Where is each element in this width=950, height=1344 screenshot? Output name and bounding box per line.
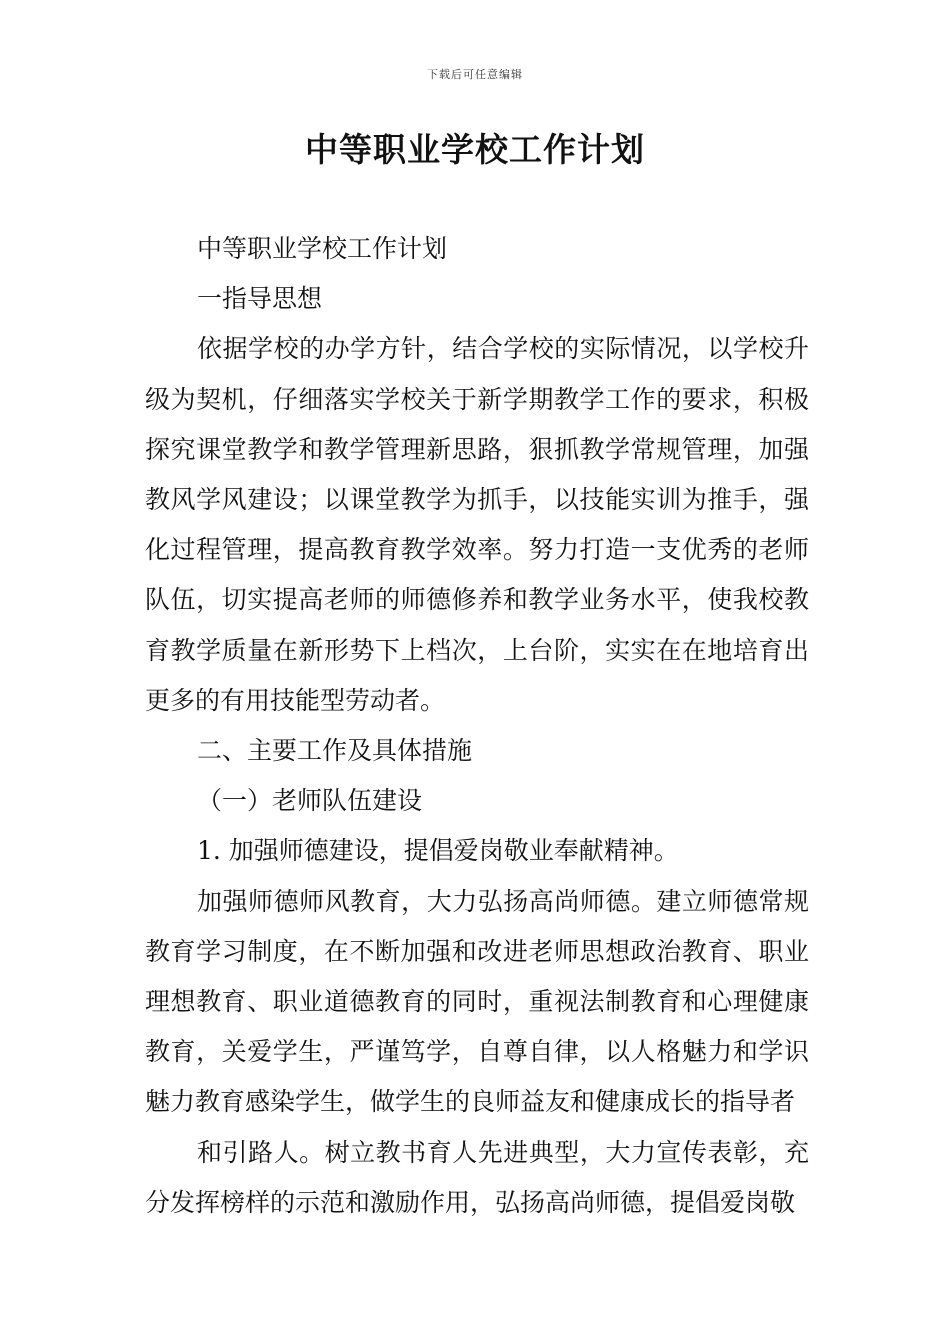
document-body <box>145 224 809 1228</box>
paragraph-subtitle: 中等职业学校工作计划 <box>197 234 448 263</box>
paragraph-role-models: 和引路人。树立教书育人先进典型，大力宣传表彰，充分发挥榜样的示范和激励作用，弘扬高尚师德，提倡爱岗敬 <box>145 1137 809 1217</box>
paragraph-guiding-ideology: 依据学校的办学方针，结合学校的实际情况，以学校升级为契机，仔细落实学校关于新学期教学工作的要求，积极探究课堂教学和教学管理新思路，狠抓教学常规管理，加强教风学风建设；以课堂教学为抓手，以技能实训为推手，强化过程管理，提高教育教学效率。努力打造一支优秀的老师队伍，切实提高老师的师德修养和教学业务水平，使我校教育教学质量在新形势下上档次，上台阶，实实在在地培育出更多的有用技能型劳动者。 <box>145 334 809 715</box>
paragraph-heading-teacher-team: （一）老师队伍建设 <box>197 786 423 816</box>
document-title: 中等职业学校工作计划 <box>305 130 645 169</box>
paragraph-ethics-education: 加强师德师风教育，大力弘扬高尚师德。建立师德常规教育学习制度，在不断加强和改进老师思想政治教育、职业理想教育、职业道德教育的同时，重视法制教育和心理健康教育，关爱学生，严谨笃学，自尊自律，以人格魅力和学识魅力教育感染学生，做学生的良师益友和健康成长的指导者 <box>145 886 809 1117</box>
paragraph-heading-main-work: 二、主要工作及具体措施 <box>197 736 473 766</box>
paragraph-item-1: 1. 加强师德建设，提倡爱岗敬业奉献精神。 <box>197 836 679 866</box>
header-note: 下载后可任意编辑 <box>427 68 523 81</box>
paragraph-heading-guiding-ideology: 一指导思想 <box>197 284 323 314</box>
